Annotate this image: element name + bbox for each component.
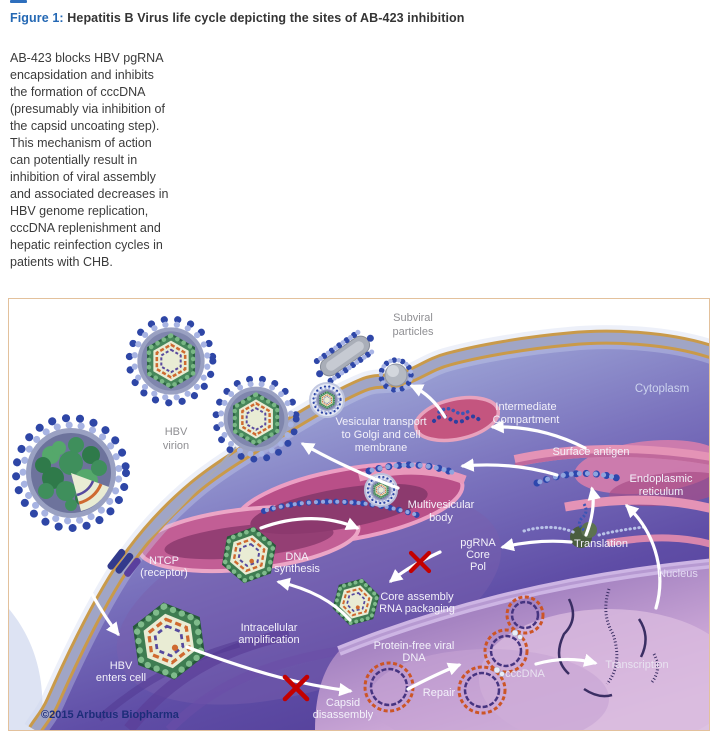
description-line: the formation of cccDNA [10, 85, 146, 99]
subviral-particle-sphere [381, 360, 411, 390]
label-hbv-virion: HBV [164, 426, 188, 438]
hbv-life-cycle-illustration [8, 298, 710, 731]
label-hbv-virion: virion [162, 440, 190, 452]
description-line: AB-423 blocks HBV pgRNA [10, 51, 164, 65]
label-repair: Repair [422, 687, 456, 699]
description-line: patients with CHB. [10, 255, 113, 269]
label-intermediate-compartment: Compartment [492, 414, 560, 426]
description-line: can potentially result in [10, 153, 138, 167]
label-intermediate-compartment: Intermediate [495, 401, 557, 413]
hbv-virion [129, 319, 213, 403]
label-pgrna-core-pol: Pol [470, 561, 486, 573]
label-pgrna-core-pol: pgRNA [460, 537, 496, 549]
label-dna-synthesis: DNA [285, 551, 309, 563]
label-cccdna: cccDNA [505, 668, 545, 680]
label-ntcp-receptor: (receptor) [140, 567, 188, 579]
description-line: HBV genome replication, [10, 204, 149, 218]
illustration-canvas [9, 299, 709, 730]
label-vesicular-transport: to Golgi and cell [341, 429, 421, 441]
cropped-text-artifact [10, 0, 27, 3]
label-translation: Translation [573, 538, 629, 550]
description-line: the capsid uncoating step). [10, 119, 160, 133]
label-capsid-disassembly: disassembly [312, 709, 374, 721]
figure-number-label: Figure 1: [10, 11, 64, 25]
label-surface-antigen: Surface antigen [552, 446, 630, 458]
description-line: (presumably via inhibition of [10, 102, 165, 116]
figure-description [10, 50, 168, 271]
description-line: This mechanism of action [10, 136, 152, 150]
label-intracellular-amplification: amplification [238, 634, 300, 646]
label-protein-free-viral-dna: Protein-free viral [373, 640, 455, 652]
label-hbv-enters-cell: enters cell [95, 672, 147, 684]
description-line: hepatic reinfection cycles in [10, 238, 163, 252]
label-multivesicular-body: body [429, 512, 453, 524]
label-core-assembly: Core assembly [380, 591, 454, 603]
label-hbv-enters-cell: HBV [109, 660, 133, 672]
label-endoplasmic-reticulum: reticulum [638, 486, 684, 498]
label-subviral-particles: particles [392, 326, 434, 338]
figure-title-text: Hepatitis B Virus life cycle depicting the sites of AB-423 inhibition [63, 11, 465, 25]
label-cytoplasm: Cytoplasm [634, 383, 690, 395]
label-pgrna-core-pol: Core [466, 549, 490, 561]
label-vesicular-transport: membrane [354, 442, 408, 454]
transport-vesicle [310, 383, 344, 417]
label-dna-synthesis: synthesis [274, 563, 320, 575]
mvb-vesicle [365, 474, 397, 506]
label-transcription: Transcription [605, 659, 669, 671]
description-line: encapsidation and inhibits [10, 68, 154, 82]
hbv-virion-cutaway [16, 418, 126, 528]
figure-title [10, 11, 465, 25]
label-multivesicular-body: Multivesicular [407, 499, 475, 511]
label-subviral-particles: Subviral [393, 312, 433, 324]
label-vesicular-transport: Vesicular transport [335, 416, 427, 428]
description-line: inhibition of viral assembly [10, 170, 156, 184]
label-core-assembly: RNA packaging [379, 603, 455, 615]
label-ntcp-receptor: NTCP [149, 555, 179, 567]
label-nucleus: Nucleus [658, 568, 698, 580]
label-endoplasmic-reticulum: Endoplasmic [629, 473, 693, 485]
description-line: cccDNA replenishment and [10, 221, 161, 235]
label-protein-free-viral-dna: DNA [402, 652, 426, 664]
label-intracellular-amplification: Intracellular [240, 622, 298, 634]
copyright-notice: ©2015 Arbutus Biopharma [41, 709, 179, 721]
label-capsid-disassembly: Capsid [325, 697, 361, 709]
description-line: and associated decreases in [10, 187, 169, 201]
